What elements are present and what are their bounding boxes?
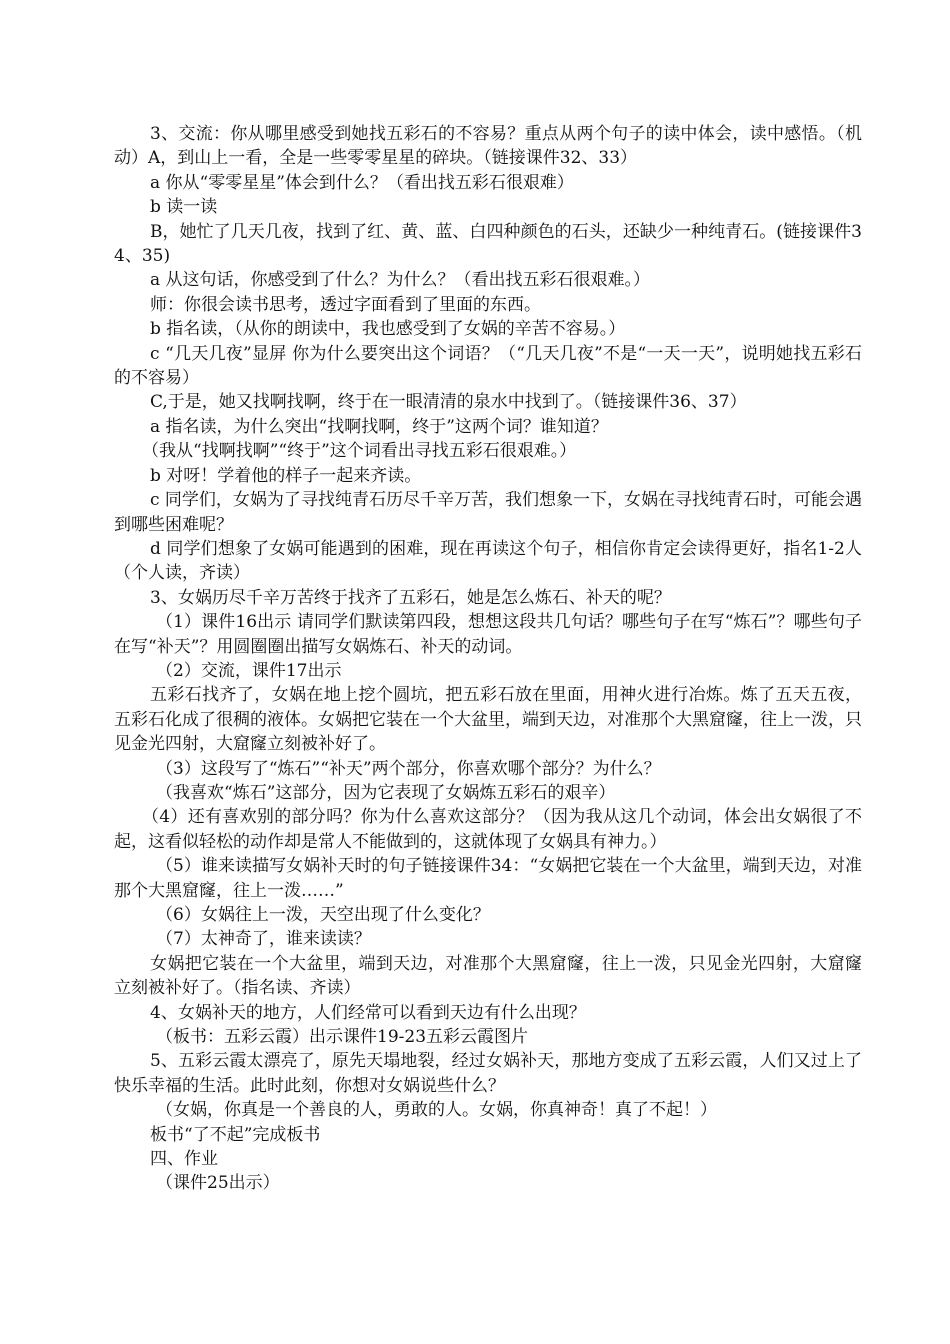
paragraph-d-read-again: d 同学们想象了女娲可能遇到的困难，现在再读这个句子，相信你肯定会读得更好，指名1-2人（个人读，齐读） <box>114 538 862 584</box>
paragraph-item-4: （4）还有喜欢别的部分吗？你为什么喜欢这部分？（因为我从这几个动词，体会出女娲很了不起，这看似轻松的动作却是常人不能做到的，这就体现了女娲具有神力。） <box>114 807 862 852</box>
paragraph-section-4: 4、女娲补天的地方，人们经常可以看到天边有什么出现？ <box>150 1002 586 1023</box>
document-page <box>114 122 862 1196</box>
paragraph-answer-smelting: （我喜欢“炼石”这部分，因为它表现了女娲炼五彩石的艰辛） <box>156 782 616 803</box>
paragraph-item-2: （2）交流，课件17出示 <box>156 660 342 681</box>
paragraph-a-scattered: a 你从“零零星星”体会到什么？（看出找五彩石很艰难） <box>150 172 574 193</box>
paragraph-exchange-intro: 3、交流：你从哪里感受到她找五彩石的不容易？重点从两个句子的读中体会，读中感悟。（机动）A，到山上一看，全是一些零零星星的碎块。（链接课件32、33） <box>114 124 862 169</box>
paragraph-answer-searching: （我从“找啊找啊”“终于”这个词看出寻找五彩石很艰难。） <box>142 441 577 462</box>
paragraph-b-read: b 读一读 <box>150 197 218 218</box>
paragraph-c-imagine: c 同学们，女娲为了寻找纯青石历尽千辛万苦，我们想象一下，女娲在寻找纯青石时，可能会遇到哪些困难呢？ <box>114 490 862 535</box>
paragraph-answer-praise: （女娲，你真是一个善良的人，勇敢的人。女娲，你真神奇！真了不起！） <box>156 1100 717 1121</box>
paragraph-mending-text: 女娲把它装在一个大盆里，端到天边，对准那个大黑窟窿，往上一泼，只见金光四射，大窟窿立刻被补好了。（指名读、齐读） <box>114 953 862 999</box>
paragraph-b-read-together: b 对呀！学着他的样子一起来齐读。 <box>150 465 422 486</box>
paragraph-b-name-read: b 指名读，（从你的朗读中，我也感受到了女娲的辛苦不容易。） <box>150 319 626 340</box>
paragraph-item-6: （6）女娲往上一泼，天空出现了什么变化？ <box>156 905 490 925</box>
paragraph-a-feel: a 从这句话，你感受到了什么？为什么？（看出找五彩石很艰难。） <box>150 270 651 291</box>
paragraph-homework-courseware: （课件25出示） <box>156 1173 280 1194</box>
paragraph-quoted-text: 五彩石找齐了，女娲在地上挖个圆坑，把五彩石放在里面，用神火进行冶炼。炼了五天五夜，五彩石化成了很稠的液体。女娲把它装在一个大盆里，端到天边，对准那个大黑窟窿，往上一泼，只见金光四射，大窟窿立刻被补好了。 <box>114 685 862 755</box>
paragraph-blackboard-finish: 板书“了不起”完成板书 <box>150 1124 321 1145</box>
paragraph-c-days-nights: c “几天几夜”显屏 你为什么要突出这个词语？（“几天几夜”不是“一天一天”，说明她找五彩石的不容易） <box>114 343 862 389</box>
paragraph-item-3: （3）这段写了“炼石”“补天”两个部分，你喜欢哪个部分？为什么？ <box>156 758 661 779</box>
paragraph-item-5: （5）谁来读描写女娲补天时的句子链接课件34：“女娲把它装在一个大盆里，端到天边，对准那个大黑窟窿，往上一泼……” <box>114 856 862 901</box>
paragraph-a-why-words: a 指名读，为什么突出“找啊找啊，终于”这两个词？谁知道？ <box>150 416 608 437</box>
paragraph-b-days-nights: B，她忙了几天几夜，找到了红、黄、蓝、白四种颜色的石头，还缺少一种纯青石。(链接课件34、35) <box>114 221 862 267</box>
paragraph-c-spring: C,于是，她又找啊找啊，终于在一眼清清的泉水中找到了。（链接课件36、37） <box>150 392 747 413</box>
paragraph-section-5: 5、五彩云霞太漂亮了，原先天塌地裂，经过女娲补天，那地方变成了五彩云霞，人们又过上了快乐幸福的生活。此时此刻，你想对女娲说些什么？ <box>114 1051 862 1096</box>
paragraph-item-7: （7）太神奇了，谁来读读？ <box>156 929 371 950</box>
paragraph-section-3: 3、女娲历尽千辛万苦终于找齐了五彩石，她是怎么炼石、补天的呢？ <box>150 587 671 608</box>
paragraph-teacher: 师：你很会读书思考，透过字面看到了里面的东西。 <box>150 294 541 315</box>
paragraph-homework-heading: 四、作业 <box>150 1149 218 1170</box>
paragraph-blackboard-clouds: （板书：五彩云霞）出示课件19-23五彩云霞图片 <box>156 1027 529 1048</box>
paragraph-item-1: （1）课件16出示 请同学们默读第四段，想想这段共几句话？哪些句子在写“炼石”？哪些句子在写“补天”？用圆圈圈出描写女娲炼石、补天的动词。 <box>114 612 862 657</box>
